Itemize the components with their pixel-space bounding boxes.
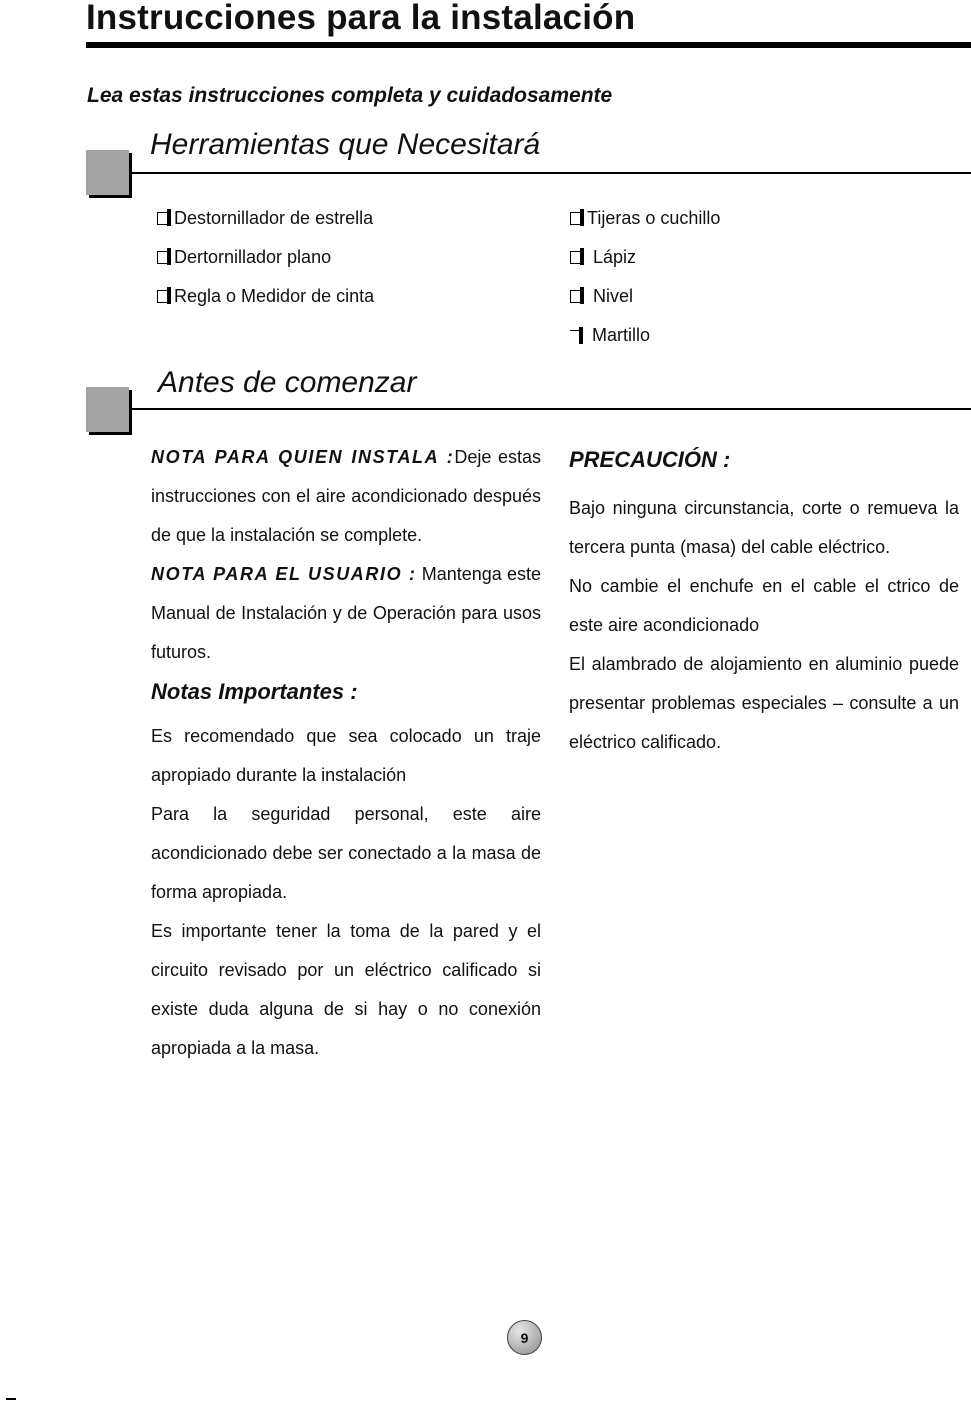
checkbox-icon bbox=[570, 330, 580, 342]
checkbox-icon bbox=[157, 212, 168, 225]
important-line: Para la seguridad personal, este aire bbox=[151, 804, 541, 824]
caution-line: El alambrado de alojamiento en aluminio puede bbox=[569, 654, 959, 674]
installer-note-line: instrucciones con el aire acondicionado después bbox=[151, 486, 541, 506]
tools-section-heading: Herramientas que Necesitará bbox=[150, 128, 541, 161]
checkbox-icon bbox=[157, 290, 168, 303]
caution-line: presentar problemas especiales – consulte a un bbox=[569, 693, 959, 713]
tool-item: Martillo bbox=[570, 325, 650, 346]
tool-item: Tijeras o cuchillo bbox=[570, 208, 720, 229]
page-number-badge: 9 bbox=[507, 1320, 542, 1355]
tool-item: Dertornillador plano bbox=[157, 247, 331, 268]
tool-item: Lápiz bbox=[570, 247, 636, 268]
before-section-marker bbox=[86, 387, 129, 432]
tool-item: Regla o Medidor de cinta bbox=[157, 286, 374, 307]
user-note-line: futuros. bbox=[151, 642, 212, 662]
installer-note-label: NOTA PARA QUIEN INSTALA : bbox=[151, 447, 455, 467]
user-note-line: Manual de Instalación y de Operación para usos bbox=[151, 603, 541, 623]
checkbox-icon bbox=[570, 290, 581, 303]
important-line: forma apropiada. bbox=[151, 882, 288, 902]
important-line: Es importante tener la toma de la pared y el bbox=[151, 921, 541, 941]
important-notes-heading: Notas Importantes : bbox=[151, 679, 358, 704]
installer-note-line: de que la instalación se complete. bbox=[151, 525, 423, 545]
tools-section-marker bbox=[86, 150, 129, 195]
checkbox-icon bbox=[570, 251, 581, 264]
title-rule bbox=[86, 42, 971, 48]
important-line: apropiada a la masa. bbox=[151, 1038, 320, 1058]
important-line: existe duda alguna de si hay o no conexión bbox=[151, 999, 541, 1019]
before-section-rule bbox=[131, 408, 971, 410]
crop-mark bbox=[6, 1398, 16, 1400]
user-note-line: NOTA PARA EL USUARIO : Mantenga este bbox=[151, 564, 541, 584]
important-line: Es recomendado que sea colocado un traje bbox=[151, 726, 541, 746]
left-column bbox=[151, 438, 541, 1068]
user-note-label: NOTA PARA EL USUARIO : bbox=[151, 564, 417, 584]
important-line: circuito revisado por un eléctrico calificado si bbox=[151, 960, 541, 980]
caution-line: este aire acondicionado bbox=[569, 615, 760, 635]
important-line: apropiado durante la instalación bbox=[151, 765, 407, 785]
caution-line: No cambie el enchufe en el cable el ctrico de bbox=[569, 576, 959, 596]
tools-section-rule bbox=[131, 172, 971, 174]
caution-heading: PRECAUCIÓN : bbox=[569, 447, 731, 472]
right-column bbox=[569, 440, 959, 762]
caution-line: tercera punta (masa) del cable eléctrico. bbox=[569, 537, 891, 557]
installer-note-line: NOTA PARA QUIEN INSTALA :Deje estas bbox=[151, 447, 541, 467]
tool-item: Nivel bbox=[570, 286, 633, 307]
tool-item: Destornillador de estrella bbox=[157, 208, 373, 229]
checkbox-icon bbox=[157, 251, 168, 264]
before-section-heading: Antes de comenzar bbox=[158, 366, 417, 399]
page-title: Instrucciones para la instalación bbox=[86, 0, 636, 37]
page-subtitle: Lea estas instrucciones completa y cuidadosamente bbox=[87, 84, 613, 107]
caution-line: eléctrico calificado. bbox=[569, 732, 722, 752]
checkbox-icon bbox=[570, 212, 581, 225]
important-line: acondicionado debe ser conectado a la masa de bbox=[151, 843, 541, 863]
caution-line: Bajo ninguna circunstancia, corte o remueva la bbox=[569, 498, 959, 518]
